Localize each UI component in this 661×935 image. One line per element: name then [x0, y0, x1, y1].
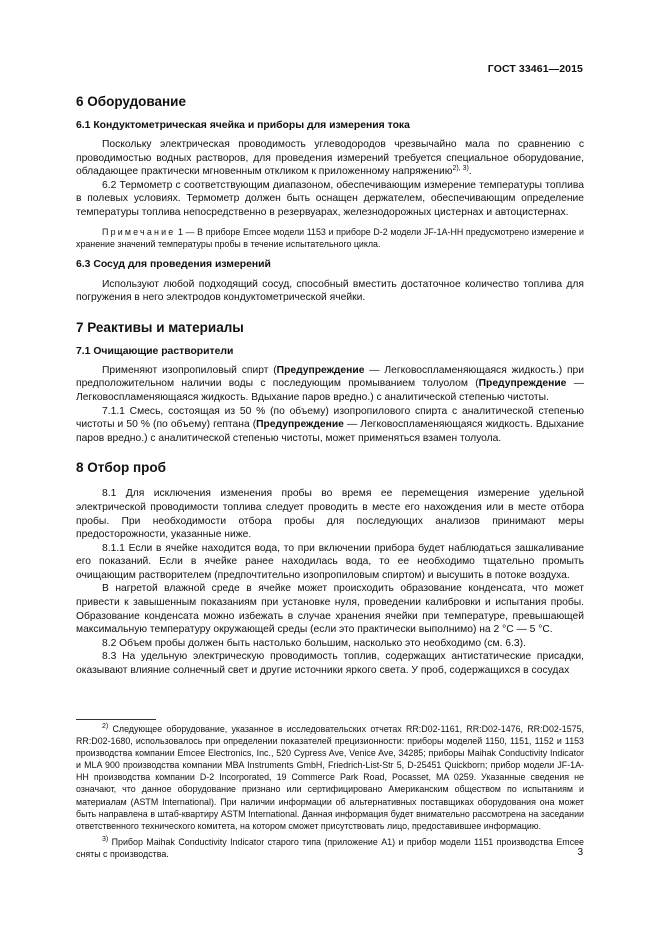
section-8-3-paragraph: 8.3 На удельную электрическую проводимость топлив, содержащих антистатические присадки, оказывают влияние солнечный свет и другие источники яркого света. У проб, содержащихся в сосудах [76, 651, 584, 677]
section-7-1-1-paragraph: 7.1.1 Смесь, состоящая из 50 % (по объему) изопропилового спирта с аналитической степенью чистоты и 50 % (по объему) гептана (Предупреждение — Легковоспламеняющаяся жидкость. Вдыхание паров вредно.) с аналитической степенью чистоты, может применяться взамен толуола. [76, 405, 584, 444]
footnote-2: $^{2)}$ Следующее оборудование, указанное в исследовательских отчетах RR:D02-1161, RR:D02-1476, RR:D02-1575, RR:D02-1680, использовалось при определении показателей прецизионности: приборы моделей 1150, 1151, 1152 и 1153 производства компании Emcee Electronics, Inc., 520 Cypress Ave, Venice Ave, 34285; приборы Maihak Conductivity Indicator и MLA 900 производства компании MBA Instruments GmbH, Friedrich-List-Str 5, D-25451 Quickborn; прибор модели JF-1A-HH производства компании D-2 Incorporated, 19 Commerce Park Road, Pocasset, MA 0259. Указанные сведения не означают, что данное оборудование признано или сертифицировано Американским обществом по испытаниям и материалам (ASTM International). При наличии информации об альтернативных поставщиках оборудования она может быть направлена в штаб-квартиру ASTM International. Данная информация будет внимательно рассмотрена на заседании ответственного технического комитета, на котором сможет присутствовать лицо, предоставившее информацию. [76, 723, 584, 831]
section-6-3-paragraph: Используют любой подходящий сосуд, способный вместить достаточное количество топлива для погружения в него электродов кондуктометрической ячейки. [76, 278, 584, 304]
section-6-title: 6 Оборудование [76, 94, 186, 109]
main-content [76, 88, 584, 678]
note-1: Примечание 1 — В приборе Emcee модели 1153 и приборе D-2 модели JF-1A-HH предусмотрено измерение и хранение значений температуры пробы в течение испытательного цикла. [76, 226, 584, 249]
section-8-1-1-paragraph: 8.1.1 Если в ячейке находится вода, то при включении прибора будет наблюдаться зашкаливание его показаний. Если в ячейке ранее находилась вода, то ее необходимо тщательно промыть очищающим растворителем (предпочтительно изопропиловым спиртом) и высушить в потоке воздуха. [76, 542, 584, 581]
section-6-3-title: 6.3 Сосуд для проведения измерений [76, 258, 271, 270]
section-6-2-paragraph: 6.2 Термометр с соответствующим диапазоном, обеспечивающим измерение температуры топлива в полевых условиях. Термометр должен быть оснащен держателем, обеспечивающим определение температуры топлива непосредственно в резервуарах, железнодорожных цистернах и автоцистернах. [76, 179, 584, 218]
section-8-title: 8 Отбор проб [76, 460, 166, 476]
footnotes [76, 717, 584, 860]
section-6-1-title: 6.1 Кондуктометрическая ячейка и приборы для измерения тока [76, 120, 410, 131]
section-7-title: 7 Реактивы и материалы [76, 319, 244, 335]
standard-designation: ГОСТ 33461—2015 [487, 63, 583, 75]
footnote-3: $^{3)}$ Прибор Maihak Conductivity Indicator старого типа (приложение А1) и прибор модели 1151 производства Emcee сняты с производства. [76, 835, 584, 859]
section-6-1-paragraph: Поскольку электрическая проводимость углеводородов чрезвычайно мала по сравнению с проводимостью водных растворов, для проведения измерений требуется специальное оборудование, обладающее практически мгновенным откликом к приложенному напряжению$^{2), 3)}$. [76, 139, 584, 178]
section-7-1-paragraph: Применяют изопропиловый спирт (Предупреждение — Легковоспламеняющаяся жидкость.) при предположительном наличии воды с последующим промыванием толуолом (Предупреждение — Легковоспламеняющаяся жидкость. Вдыхание паров вредно.) с аналитической степенью чистоты. [76, 364, 584, 403]
condensate-paragraph: В нагретой влажной среде в ячейке может происходить образование конденсата, что может привести к завышенным показаниям при установке нуля, проведении калибровки и испытания пробы. Образование конденсата можно избежать в случае хранения ячейки при температуре, превышающей максимальную температуру окружающей среды (если это практически выполнимо) на 2 °C — 5 °C. [76, 583, 584, 636]
footnote-ref: 2), 3) [452, 165, 469, 173]
section-8-2-paragraph: 8.2 Объем пробы должен быть настолько большим, насколько это необходимо (см. 6.3). [102, 637, 526, 649]
page-number: 3 [577, 847, 583, 858]
section-7-1-title: 7.1 Очищающие растворители [76, 345, 234, 357]
section-8-1-paragraph: 8.1 Для исключения изменения пробы во время ее перемещения измерение удельной электрической проводимости топлива следует проводить в месте его нахождения или в месте отбора пробы. При необходимости отбора пробы для последующих анализов принимают меры предосторожности, указанные ниже. [76, 488, 584, 541]
note-label: Примечание [102, 226, 176, 237]
